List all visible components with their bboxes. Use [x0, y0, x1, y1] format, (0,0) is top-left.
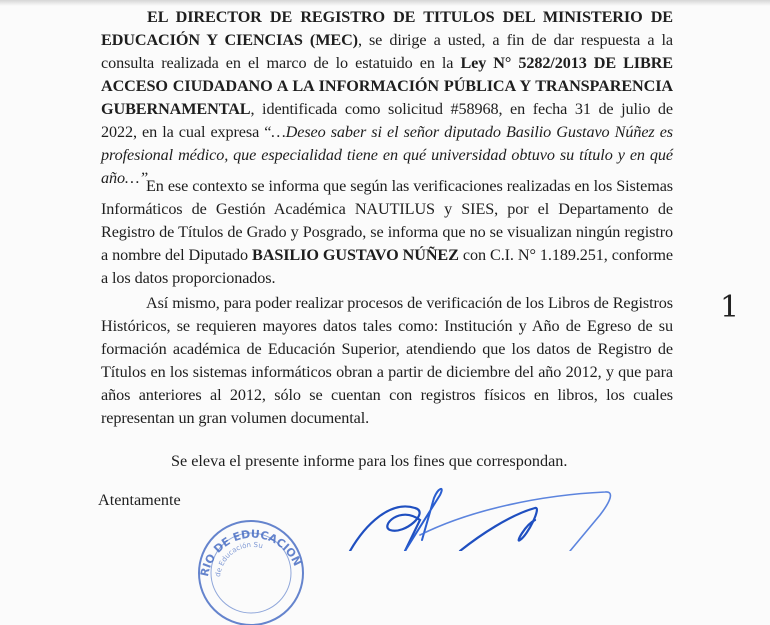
closing-salutation: Atentamente	[98, 491, 181, 509]
paragraph-closing-statement: Se eleva el presente informe para los fines que correspondan.	[171, 452, 568, 470]
paragraph-findings	[101, 175, 673, 290]
sender-title: EL DIRECTOR DE REGISTRO DE TITULOS DEL MINISTERIO DE EDUCACIÓN Y CIENCIAS (MEC)	[101, 8, 673, 49]
findings-text: En ese contexto se informa que según las verificaciones realizadas en los Sistemas Informáticos de Gestión Académica NAUTILUS y SIES, por el Departamento de Registro de Títulos de Grado y Posgrado, se informa que no se visualizan ningún registro a nombre del Diputado	[101, 177, 673, 264]
stamp-inner-text: de Educación Su	[213, 540, 264, 578]
additional-data-text: Así mismo, para poder realizar procesos de verificación de los Libros de Registros Históricos, se requieren mayores datos tales como: Institución y Año de Egreso de su formación académica de Educación Superior, atendiendo que los datos de Registro de Títulos en los sistemas informáticos obran a partir de diciembre del año 2012, y que para años anteriores al 2012, sólo se cuentan con registros físicos en libros, los cuales representan un gran volumen documental.	[101, 294, 673, 427]
request-quote: …Deseo saber si el señor diputado Basilio Gustavo Núñez es profesional médico, que especialidad tiene en qué universidad obtuvo su título y en qué año…”	[101, 123, 673, 187]
findings-text-end: con C.I. N° 1.189.251, conforme a los datos proporcionados.	[101, 246, 673, 287]
intro-text: , se dirige a usted, a fin de dar respuesta a la consulta realizada en el marco de lo estatuido en la	[101, 31, 673, 72]
official-stamp-icon	[196, 515, 306, 625]
paragraph-additional-data	[101, 292, 673, 430]
request-text: , identificada como solicitud #58968, en fecha 31 de julio de 2022, en la cual expresa “	[101, 100, 673, 141]
signature-icon	[310, 480, 630, 551]
deputy-name: BASILIO GUSTAVO NÚÑEZ	[252, 246, 459, 264]
svg-text:RIO DE EDUCACION	[198, 528, 304, 578]
paragraph-intro	[101, 6, 673, 190]
stamp-outer-text: RIO DE EDUCACION	[198, 527, 304, 578]
page-number: 1	[720, 290, 740, 325]
law-reference: Ley N° 5282/2013 DE LIBRE ACCESO CIUDADANO A LA INFORMACIÓN PÚBLICA Y TRANSPARENCIA GUBERNAMENTAL	[101, 54, 673, 118]
